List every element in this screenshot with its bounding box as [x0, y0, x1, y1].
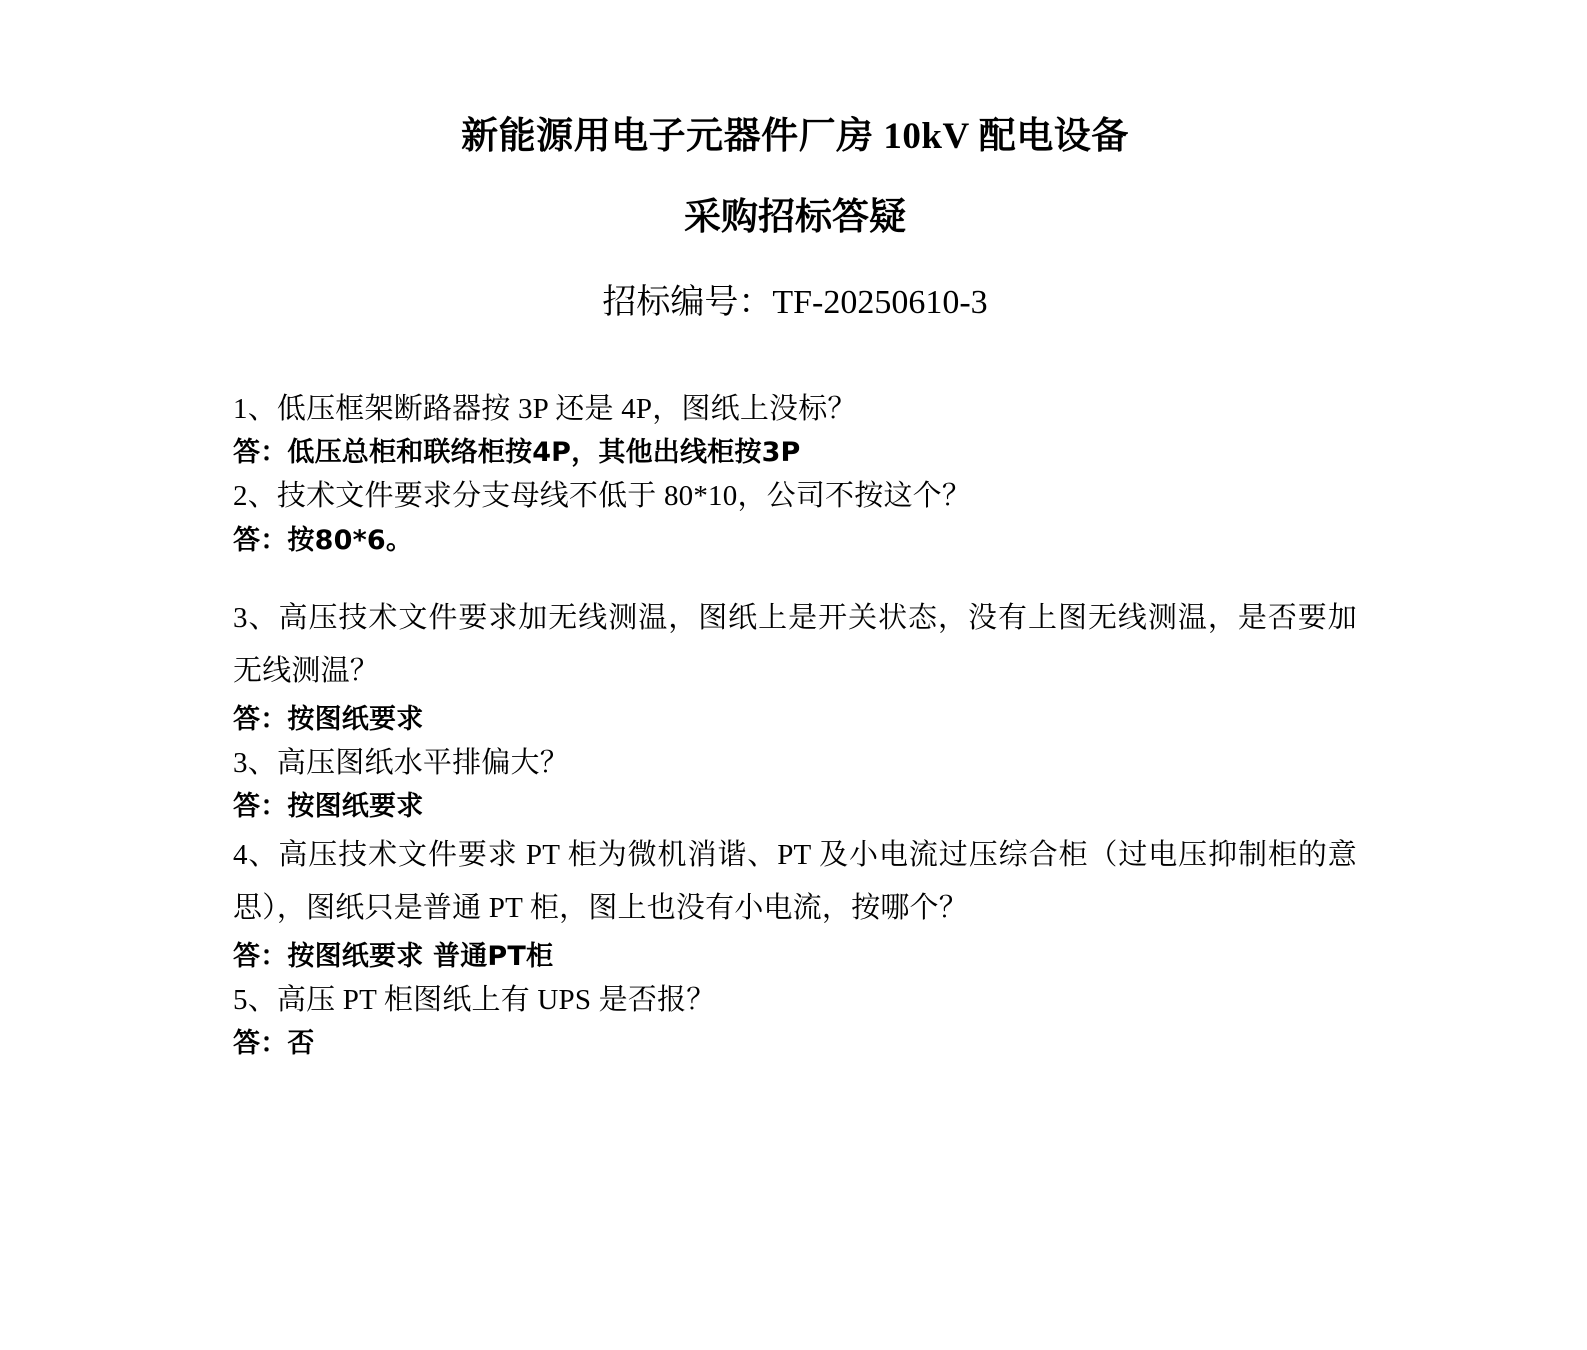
question-text: 3、高压图纸水平排偏大？ [233, 747, 569, 780]
question-text: 5、高压 PT 柜图纸上有 UPS 是否报？ [233, 983, 716, 1016]
question-text: 2、技术文件要求分支母线不低于 80*10，公司不按这个？ [233, 480, 972, 513]
question-text: 1、低压框架断路器按 3P 还是 4P，图纸上没标？ [233, 393, 857, 426]
qa-item-4 [233, 741, 1357, 828]
qa-item-3 [233, 592, 1357, 741]
answer-text: 答：按图纸要求 [233, 791, 424, 823]
paragraph-spacer [233, 562, 1357, 592]
answer-text: 答：按图纸要求 普通PT柜 [233, 940, 554, 972]
tender-number: 招标编号：TF-20250610-3 [602, 283, 988, 321]
qa-item-5 [233, 829, 1357, 978]
answer-text: 答：低压总柜和联络柜按4P，其他出线柜按3P [233, 437, 801, 469]
answer-text: 答：按80*6。 [233, 524, 414, 556]
qa-item-2 [233, 474, 1357, 561]
qa-item-6 [233, 978, 1357, 1065]
qa-item-1 [233, 387, 1357, 474]
question-text: 4、高压技术文件要求 PT 柜为微机消谐、PT 及小电流过压综合柜（过电压抑制柜的意思），图纸只是普通 PT 柜，图上也没有小电流，按哪个？ [233, 838, 1357, 925]
question-text: 3、高压技术文件要求加无线测温，图纸上是开关状态，没有上图无线测温，是否要加无线测温？ [233, 601, 1357, 688]
page-title-line-1: 新能源用电子元器件厂房 10kV 配电设备 [461, 116, 1129, 157]
answer-text: 答：否 [233, 1028, 315, 1060]
page-title-line-2: 采购招标答疑 [684, 196, 906, 238]
answer-text: 答：按图纸要求 [233, 704, 424, 736]
qa-list [233, 387, 1357, 1065]
